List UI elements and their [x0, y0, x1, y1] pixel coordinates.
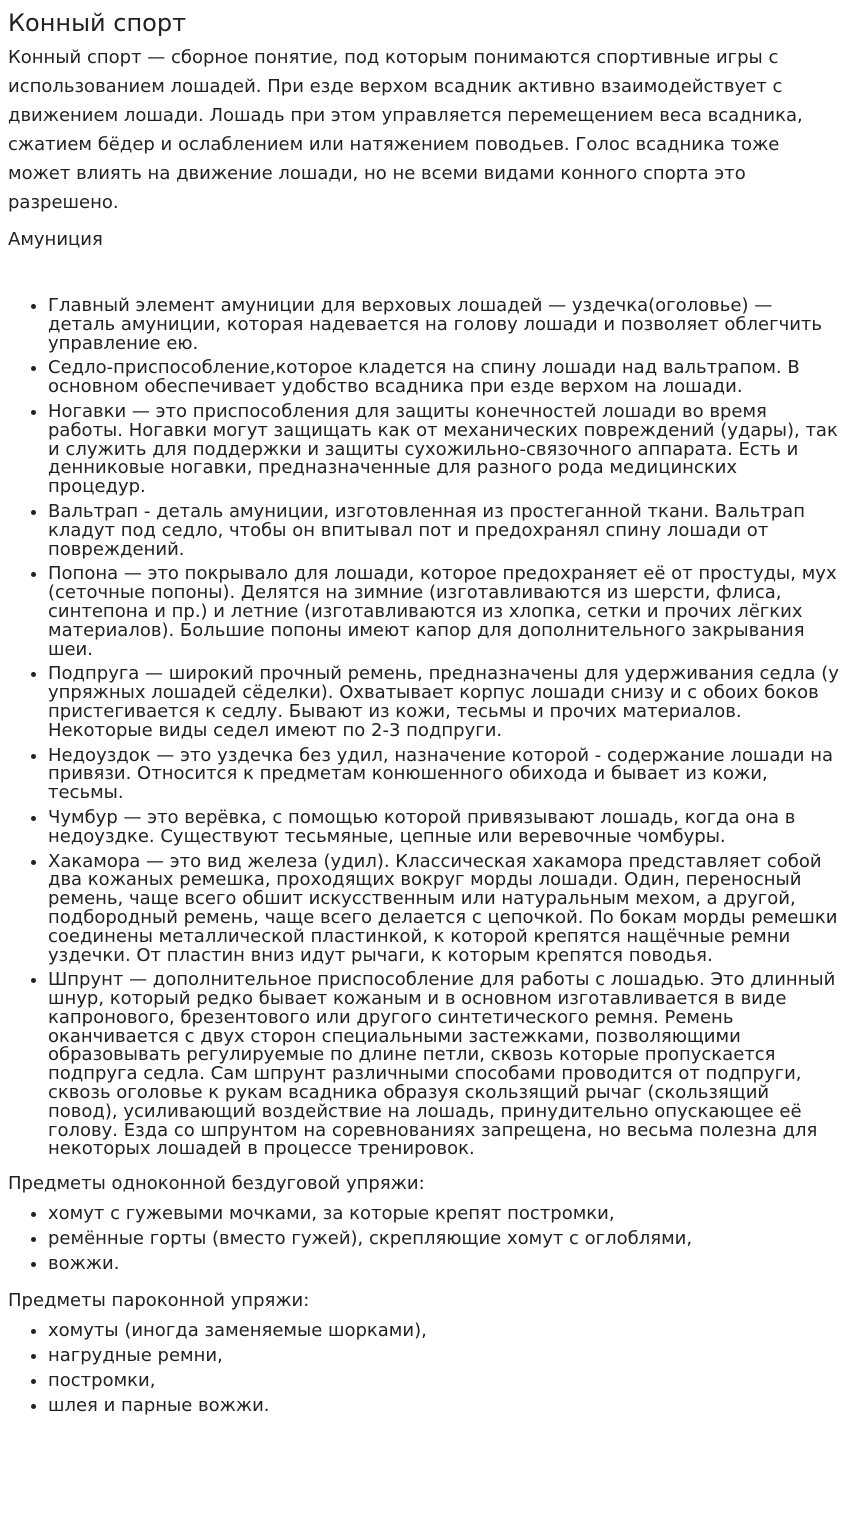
list-item: • ремённые горты (вместо гужей), скрепляющие хомут с оглоблями, [48, 1226, 839, 1251]
page-title: Конный спорт [8, 9, 187, 37]
list-item: • Шпрунт — дополнительное приспособление для работы с лошадью. Это длинный шнур, который редко бывает кожаным и в основном изготавливается в виде капронового, брезентового или другого синтетического ремня. Ремень оканчивается с двух сторон специальными застежками, позволяющими образовывать регулируемые по длине петли, сквозь которые пропускается подпруга седла. Сам шпрунт различными способами проводится от подпруги, сквозь оголовье к рукам всадника образуя скользящий рычаг (скользящий повод), усиливающий воздействие на лошадь, принудительно опускающее её голову. Езда со шпрунтом на соревнованиях запрещена, но весьма полезна для некоторых лошадей в процессе тренировок. [48, 971, 839, 1159]
list-item: • Подпруга — широкий прочный ремень, предназначены для удерживания седла (у упряжных лошадей сёделки). Охватывает корпус лошади снизу и с обоих боков пристегивается к седлу. Бывают из кожи, тесьмы и прочих материалов. Некоторые виды седел имеют по 2-3 подпруги. [48, 665, 839, 740]
list-item: • Попона — это покрывало для лошади, которое предохраняет её от простуды, мух (сеточные попоны). Делятся на зимние (изготавливаются из шерсти, флиса, синтепона и пр.) и летние (изготавливаются из хлопка, сетки и прочих лёгких материалов). Большие попоны имеют капор для дополнительного закрывания шеи. [48, 565, 839, 659]
intro-paragraph: Конный спорт — сборное понятие, под которым понимаются спортивные игры с использованием лошадей. При езде верхом всадник активно взаимодействует с движением лошади. Лошадь при этом управляется перемещением веса всадника, сжатием бёдер и ослаблением или натяжением поводьев. Голос всадника тоже может влиять на движение лошади, но не всеми видами конного спорта это разрешено. [8, 47, 803, 213]
list-item: • хомут с гужевыми мочками, за которые крепят постромки, [48, 1201, 839, 1226]
ammunition-heading: Амуниция [8, 229, 103, 250]
list-item: • Недоуздок — это уздечка без удил, назначение которой - содержание лошади на привязи. Относится к предметам конюшенного обихода и бывает из кожи, тесьмы. [48, 747, 839, 803]
pair-harness-heading: Предметы пароконной упряжи: [8, 1290, 310, 1312]
list-item: • хомуты (иногда заменяемые шорками), [48, 1318, 839, 1343]
list-item: • Вальтрап - деталь амуниции, изготовленная из простеганной ткани. Вальтрап кладут под седло, чтобы он впитывал пот и предохранял спину лошади от повреждений. [48, 503, 839, 559]
list-item: • Ногавки — это приспособления для защиты конечностей лошади во время работы. Ногавки могут защищать как от механических повреждений (удары), так и служить для поддержки и защиты сухожильно-связочного аппарата. Есть и денниковые ногавки, предназначенные для разного рода медицинских процедур. [48, 403, 839, 497]
ammunition-list [8, 297, 839, 1159]
list-item: • шлея и парные вожжи. [48, 1393, 839, 1418]
list-item: • нагрудные ремни, [48, 1343, 839, 1368]
list-item: • Главный элемент амуниции для верховых лошадей — уздечка(оголовье) — деталь амуниции, которая надевается на голову лошади и позволяет облегчить управление ею. [48, 297, 839, 353]
pair-harness-list [8, 1318, 839, 1418]
list-item: • Хакамора — это вид железа (удил). Классическая хакамора представляет собой два кожаных ремешка, проходящих вокруг морды лошади. Один, переносный ремень, чаще всего обшит искусственным или натуральным мехом, а другой, подбородный ремень, чаще всего делается с цепочкой. По бокам морды ремешки соединены металлической пластинкой, к которой крепятся нащёчные ремни уздечки. От пластин вниз идут рычаги, к которым крепятся поводья. [48, 853, 839, 966]
list-item: • Чумбур — это верёвка, с помощью которой привязывают лошадь, когда она в недоуздке. Существуют тесьмяные, цепные или веревочные чомбуры. [48, 809, 839, 847]
list-item: • вожжи. [48, 1251, 839, 1276]
single-harness-heading: Предметы одноконной бездуговой упряжи: [8, 1173, 425, 1195]
single-harness-list [8, 1201, 839, 1276]
list-item: • Седло-приспособление,которое кладется на спину лошади над вальтрапом. В основном обеспечивает удобство всадника при езде верхом на лошади. [48, 359, 839, 397]
list-item: • постромки, [48, 1368, 839, 1393]
